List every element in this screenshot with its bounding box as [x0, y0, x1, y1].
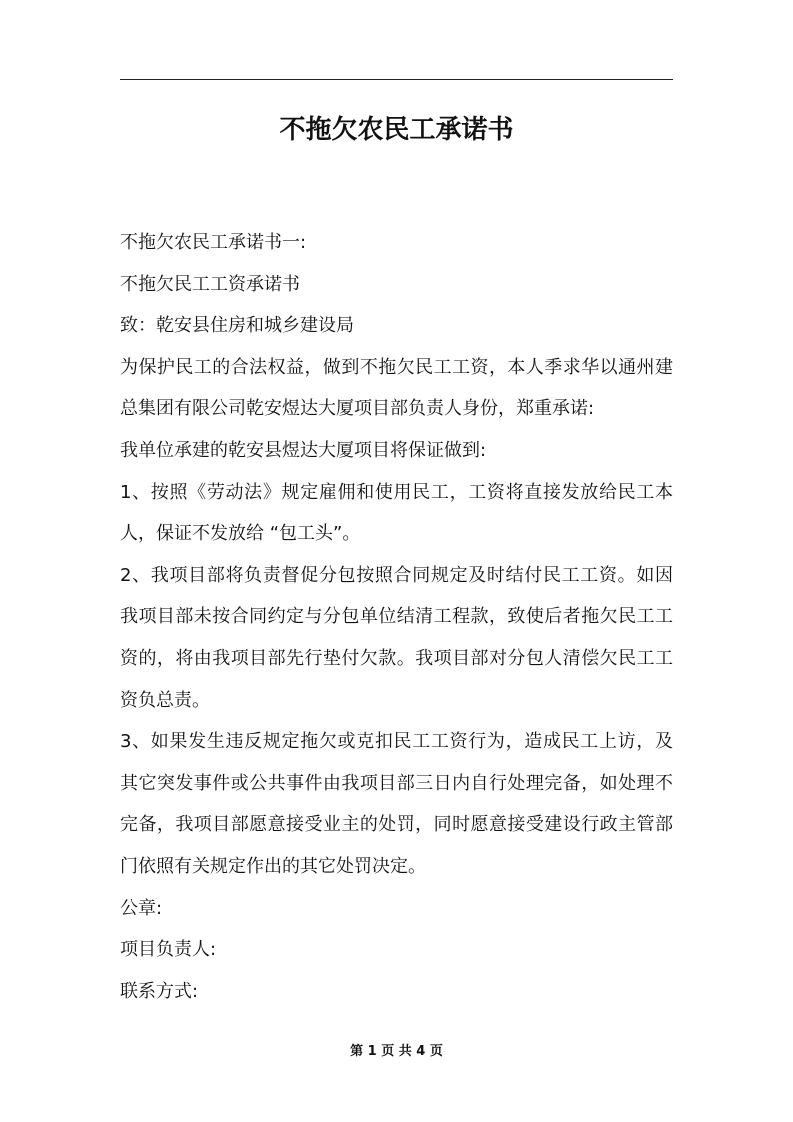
- body-line: 人，保证不发放给 “包工头”。: [120, 523, 361, 545]
- contact-label: 联系方式:: [120, 980, 199, 1002]
- body-line: 3、如果发生违反规定拖欠或克扣民工工资行为，造成民工上访，及: [120, 731, 673, 753]
- body-line: 不拖欠民工工资承诺书: [120, 273, 300, 295]
- seal-label: 公章:: [120, 897, 163, 919]
- body-line: 致：乾安县住房和城乡建设局: [120, 315, 354, 337]
- body-line: 总集团有限公司乾安煜达大厦项目部负责人身份，郑重承诺:: [120, 398, 595, 420]
- body-line: 门依照有关规定作出的其它处罚决定。: [120, 855, 426, 877]
- body-line: 2、我项目部将负责督促分包按照合同规定及时结付民工工资。如因: [120, 564, 673, 586]
- page-indicator: 第 1 页 共 4 页: [350, 1044, 443, 1059]
- document-title: 不拖欠农民工承诺书: [279, 115, 514, 145]
- body-line: 其它突发事件或公共事件由我项目部三日内自行处理完备，如处理不: [120, 772, 673, 794]
- body-line: 1、按照《劳动法》规定雇佣和使用民工，工资将直接发放给民工本: [120, 481, 673, 503]
- document-body: [120, 227, 673, 1017]
- body-line: 我项目部未按合同约定与分包单位结清工程款，致使后者拖欠民工工: [120, 606, 673, 628]
- body-line: 资的，将由我项目部先行垫付欠款。我项目部对分包人清偿欠民工工: [120, 647, 673, 669]
- body-line: 不拖欠农民工承诺书一:: [120, 232, 307, 253]
- body-line: 资负总责。: [120, 689, 210, 711]
- project-lead-label: 项目负责人:: [120, 939, 217, 961]
- body-line: 我单位承建的乾安县煜达大厦项目将保证做到:: [120, 439, 487, 461]
- body-line: 完备，我项目部愿意接受业主的处罚，同时愿意接受建设行政主管部: [120, 814, 673, 836]
- header-rule: [120, 79, 673, 80]
- body-line: 为保护民工的合法权益，做到不拖欠民工工资，本人季求华以通州建: [120, 356, 673, 378]
